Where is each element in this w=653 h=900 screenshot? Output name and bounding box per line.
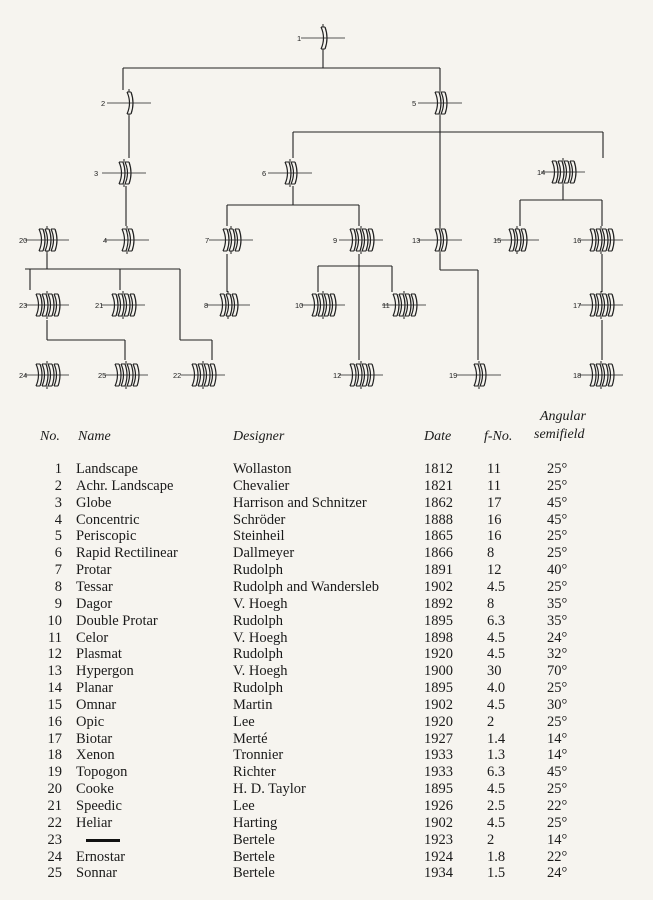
node-label-7: 7 [205, 236, 210, 245]
row-9-date: 1892 [424, 595, 453, 612]
row-4-no: 4 [54, 511, 62, 528]
row-16-name: Opic [76, 713, 105, 730]
row-12-designer: Rudolph [233, 646, 283, 663]
row-2-angle: 25° [547, 477, 568, 494]
row-6-fno: 8 [487, 545, 495, 562]
header-semifield: semifield [534, 427, 585, 442]
node-label-25: 25 [98, 371, 107, 380]
row-21-date: 1926 [424, 798, 453, 814]
row-5-no: 5 [54, 528, 62, 545]
row-11-fno: 4.5 [487, 629, 506, 646]
row-25-fno: 1.5 [487, 865, 506, 882]
row-4-name: Concentric [76, 511, 140, 528]
lens-3 [102, 159, 146, 187]
row-17-angle: 14° [547, 730, 568, 747]
row-18-fno: 1.3 [487, 747, 506, 764]
row-18-designer: Tronnier [233, 747, 284, 764]
lens-12 [339, 361, 383, 389]
row-15-no: 15 [47, 696, 62, 713]
row-6-date: 1866 [424, 545, 453, 562]
row-8-no: 8 [54, 578, 62, 595]
row-13-fno: 30 [487, 663, 502, 680]
row-14-designer: Rudolph [233, 680, 283, 697]
row-12-angle: 32° [547, 646, 568, 663]
lens-5 [418, 89, 462, 117]
lens-2 [107, 89, 151, 117]
row-3-fno: 17 [487, 494, 502, 511]
row-9-name: Dagor [76, 595, 113, 612]
row-18-name: Xenon [76, 747, 115, 764]
node-label-22: 22 [173, 371, 182, 380]
row-21-fno: 2.5 [487, 798, 506, 814]
node-label-18: 18 [573, 371, 582, 380]
row-8-designer: Rudolph and Wandersleb [233, 578, 379, 595]
node-label-4: 4 [103, 236, 108, 245]
row-25-no: 25 [47, 865, 62, 882]
row-25-angle: 24° [547, 865, 568, 882]
row-23-angle: 14° [547, 831, 568, 848]
row-20-designer: H. D. Taylor [233, 781, 306, 798]
row-3-designer: Harrison and Schnitzer [233, 494, 367, 511]
row-21-no: 21 [47, 798, 62, 814]
header-angular: Angular [540, 409, 586, 424]
row-23-fno: 2 [487, 831, 495, 848]
row-8-angle: 25° [547, 578, 568, 595]
row-14-fno: 4.0 [487, 680, 506, 697]
node-label-13: 13 [412, 236, 421, 245]
row-25-name: Sonnar [76, 865, 118, 882]
lens-8 [206, 291, 250, 319]
row-14-name: Planar [76, 680, 114, 697]
row-17-date: 1927 [424, 730, 453, 747]
row-5-date: 1865 [424, 528, 453, 545]
node-label-23: 23 [19, 301, 28, 310]
row-11-designer: V. Hoegh [233, 629, 288, 646]
row-23-no: 23 [47, 831, 62, 848]
lens-14 [541, 158, 585, 186]
row-4-fno: 16 [487, 511, 502, 528]
row-22-date: 1902 [424, 814, 453, 831]
node-label-9: 9 [333, 236, 338, 245]
header-designer: Designer [233, 429, 285, 444]
row-9-no: 9 [54, 595, 62, 612]
row-22-no: 22 [47, 814, 62, 831]
row-1-angle: 25° [547, 461, 568, 477]
node-label-1: 1 [297, 34, 302, 43]
row-16-no: 16 [47, 713, 62, 730]
row-7-date: 1891 [424, 562, 453, 579]
row-2-date: 1821 [424, 477, 453, 494]
row-6-angle: 25° [547, 545, 568, 562]
row-11-date: 1898 [424, 629, 453, 646]
lens-23 [25, 291, 69, 319]
lens-10 [301, 291, 345, 319]
row-19-designer: Richter [233, 764, 276, 781]
row-5-name: Periscopic [76, 528, 137, 545]
tree-connectors [25, 50, 603, 360]
row-2-fno: 11 [487, 477, 501, 494]
node-label-17: 17 [573, 301, 582, 310]
row-9-angle: 35° [547, 595, 568, 612]
lens-family-tree [0, 0, 653, 400]
row-5-angle: 25° [547, 528, 568, 545]
lens-18 [579, 361, 623, 389]
row-8-date: 1902 [424, 578, 453, 595]
row-22-name: Heliar [76, 814, 113, 831]
lens-22 [181, 361, 225, 389]
row-9-designer: V. Hoegh [233, 595, 288, 612]
row-19-date: 1933 [424, 764, 453, 781]
row-24-designer: Bertele [233, 848, 275, 865]
row-15-angle: 30° [547, 696, 568, 713]
row-15-date: 1902 [424, 696, 453, 713]
lens-13 [418, 226, 462, 254]
row-2-name: Achr. Landscape [76, 477, 174, 494]
row-10-no: 10 [47, 612, 62, 629]
row-17-designer: Merté [233, 730, 268, 747]
row-10-name: Double Protar [76, 612, 158, 629]
row-6-name: Rapid Rectilinear [76, 545, 178, 562]
row-19-fno: 6.3 [487, 764, 506, 781]
row-10-designer: Rudolph [233, 612, 283, 629]
row-16-fno: 2 [487, 713, 495, 730]
row-17-name: Biotar [76, 730, 113, 747]
row-12-date: 1920 [424, 646, 453, 663]
row-4-angle: 45° [547, 511, 568, 528]
node-label-6: 6 [262, 169, 267, 178]
row-12-name: Plasmat [76, 646, 122, 663]
row-25-date: 1934 [424, 865, 453, 882]
row-10-date: 1895 [424, 612, 453, 629]
lens-15 [495, 226, 539, 254]
row-24-fno: 1.8 [487, 848, 506, 865]
row-18-angle: 14° [547, 747, 568, 764]
lens-20 [25, 226, 69, 254]
row-13-name: Hypergon [76, 663, 134, 680]
row-14-date: 1895 [424, 680, 453, 697]
row-17-fno: 1.4 [487, 730, 506, 747]
row-14-no: 14 [47, 680, 62, 697]
row-15-name: Omnar [76, 696, 117, 713]
node-label-21: 21 [95, 301, 104, 310]
node-label-12: 12 [333, 371, 342, 380]
lens-9 [339, 226, 383, 254]
row-18-no: 18 [47, 747, 62, 764]
row-25-designer: Bertele [233, 865, 275, 882]
header-no: No. [40, 429, 60, 444]
row-18-date: 1933 [424, 747, 453, 764]
lens-4 [105, 226, 149, 254]
row-22-fno: 4.5 [487, 814, 506, 831]
lens-21 [101, 291, 145, 319]
row-12-fno: 4.5 [487, 646, 506, 663]
node-label-2: 2 [101, 99, 106, 108]
row-3-date: 1862 [424, 494, 453, 511]
row-23-date: 1923 [424, 831, 453, 848]
row-20-date: 1895 [424, 781, 453, 798]
node-label-15: 15 [493, 236, 502, 245]
node-label-8: 8 [204, 301, 209, 310]
row-1-date: 1812 [424, 461, 453, 477]
row-23-designer: Bertele [233, 831, 275, 848]
row-6-no: 6 [54, 545, 62, 562]
row-3-no: 3 [54, 494, 62, 511]
row-23-name-dash [86, 839, 120, 842]
row-24-angle: 22° [547, 848, 568, 865]
header-date: Date [424, 429, 452, 444]
row-8-name: Tessar [76, 578, 113, 595]
row-8-fno: 4.5 [487, 578, 506, 595]
node-label-20: 20 [19, 236, 28, 245]
node-label-3: 3 [94, 169, 99, 178]
row-9-fno: 8 [487, 595, 495, 612]
row-16-angle: 25° [547, 713, 568, 730]
row-5-fno: 16 [487, 528, 502, 545]
row-13-no: 13 [47, 663, 62, 680]
row-7-angle: 40° [547, 562, 568, 579]
row-19-name: Topogon [76, 764, 128, 781]
row-21-angle: 22° [547, 798, 568, 814]
row-24-name: Ernostar [76, 848, 126, 865]
row-24-no: 24 [47, 848, 62, 865]
row-19-no: 19 [47, 764, 62, 781]
node-label-24: 24 [19, 371, 28, 380]
row-3-name: Globe [76, 494, 112, 511]
row-10-fno: 6.3 [487, 612, 506, 629]
row-10-angle: 35° [547, 612, 568, 629]
row-2-no: 2 [54, 477, 62, 494]
header-name: Name [78, 429, 111, 444]
node-label-14: 14 [537, 168, 546, 177]
row-13-designer: V. Hoegh [233, 663, 288, 680]
node-label-5: 5 [412, 99, 417, 108]
row-11-angle: 24° [547, 629, 568, 646]
row-16-date: 1920 [424, 713, 453, 730]
node-label-11: 11 [382, 301, 390, 310]
row-22-designer: Harting [233, 814, 278, 831]
row-13-angle: 70° [547, 663, 568, 680]
row-4-designer: Schröder [233, 511, 286, 528]
row-2-designer: Chevalier [233, 477, 290, 494]
row-7-fno: 12 [487, 562, 502, 579]
lens-7 [209, 226, 253, 254]
row-15-designer: Martin [233, 696, 273, 713]
lens-25 [104, 361, 148, 389]
row-20-fno: 4.5 [487, 781, 506, 798]
row-1-fno: 11 [487, 461, 501, 477]
row-20-name: Cooke [76, 781, 114, 798]
node-label-10: 10 [295, 301, 304, 310]
lens-24 [25, 361, 69, 389]
row-3-angle: 45° [547, 494, 568, 511]
row-5-designer: Steinheil [233, 528, 285, 545]
row-4-date: 1888 [424, 511, 453, 528]
node-label-16: 16 [573, 236, 582, 245]
row-19-angle: 45° [547, 764, 568, 781]
row-7-designer: Rudolph [233, 562, 283, 579]
row-22-angle: 25° [547, 814, 568, 831]
row-1-designer: Wollaston [233, 461, 292, 477]
row-11-no: 11 [48, 629, 62, 646]
row-6-designer: Dallmeyer [233, 545, 295, 562]
row-7-no: 7 [54, 562, 62, 579]
lens-17 [579, 291, 623, 319]
lens-19 [457, 361, 501, 389]
row-15-fno: 4.5 [487, 696, 506, 713]
row-21-designer: Lee [233, 798, 255, 814]
row-21-name: Speedic [76, 798, 122, 814]
lens-1 [301, 24, 345, 52]
row-14-angle: 25° [547, 680, 568, 697]
row-16-designer: Lee [233, 713, 255, 730]
row-20-no: 20 [47, 781, 62, 798]
row-24-date: 1924 [424, 848, 453, 865]
row-1-no: 1 [54, 461, 62, 477]
row-20-angle: 25° [547, 781, 568, 798]
node-label-19: 19 [449, 371, 458, 380]
lens-16 [579, 226, 623, 254]
header-fno: f-No. [484, 429, 513, 444]
row-13-date: 1900 [424, 663, 453, 680]
lens-6 [268, 159, 312, 187]
row-7-name: Protar [76, 562, 112, 579]
row-1-name: Landscape [76, 461, 138, 477]
row-11-name: Celor [76, 629, 109, 646]
row-12-no: 12 [47, 646, 62, 663]
row-17-no: 17 [47, 730, 62, 747]
